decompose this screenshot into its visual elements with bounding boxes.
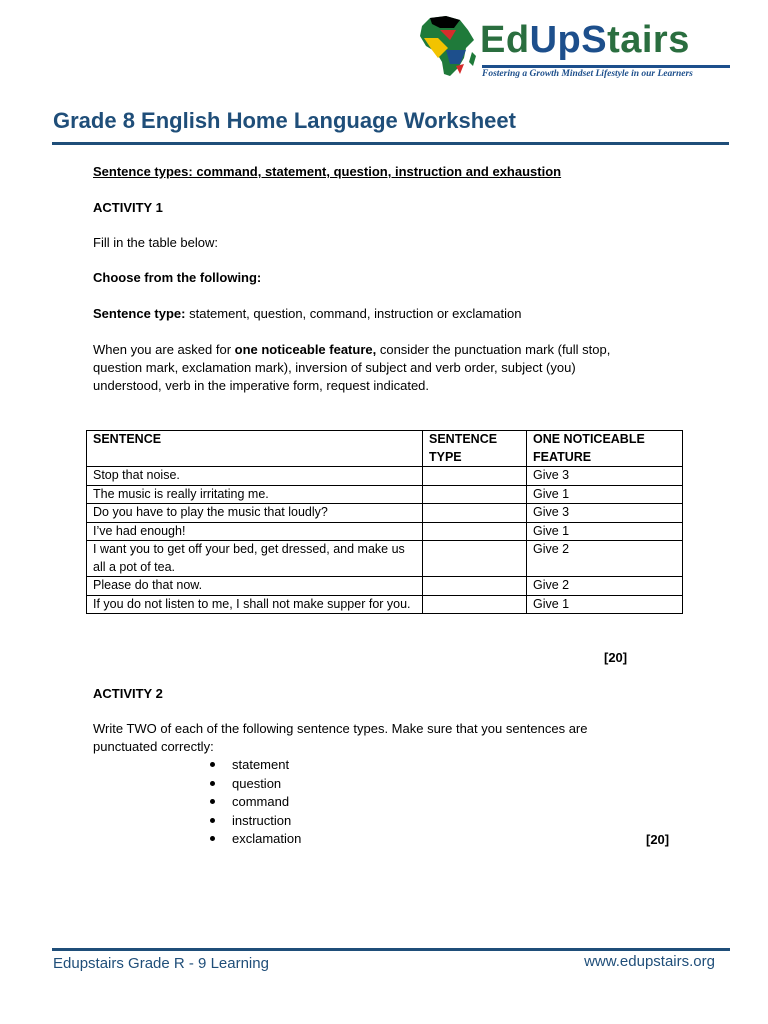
header-feature: ONE NOTICEABLE FEATURE xyxy=(527,431,683,467)
feature-line-1 xyxy=(93,341,610,359)
sentence-cell: Do you have to play the music that loudly? xyxy=(87,504,423,523)
sentence-cell: I want you to get off your bed, get dressed, and make us all a pot of tea. xyxy=(87,541,423,577)
list-item-label: instruction xyxy=(232,812,292,828)
type-cell[interactable] xyxy=(423,467,527,486)
sentence-cell: If you do not listen to me, I shall not make supper for you. xyxy=(87,595,423,614)
activity1-heading: ACTIVITY 1 xyxy=(93,200,163,215)
sentence-type-line xyxy=(93,305,521,323)
brand-up: Up xyxy=(529,19,582,61)
list-item xyxy=(210,793,301,812)
sentence-type-options: statement, question, command, instruction or exclamation xyxy=(185,306,522,321)
feature-line1-text: consider the punctuation mark (full stop, xyxy=(376,342,611,357)
feature-cell: Give 1 xyxy=(527,595,683,614)
feature-cell: Give 3 xyxy=(527,467,683,486)
edupstairs-logo xyxy=(416,14,731,86)
sentence-type-list xyxy=(210,756,301,849)
bullet-icon xyxy=(210,818,215,823)
activity1-marks: [20] xyxy=(604,650,628,665)
type-cell[interactable] xyxy=(423,522,527,541)
feature-cell: Give 3 xyxy=(527,504,683,523)
activity2-heading: ACTIVITY 2 xyxy=(93,686,163,701)
brand-ed: Ed xyxy=(480,19,530,61)
table-row xyxy=(87,467,683,486)
list-item-label: command xyxy=(232,794,290,810)
table-row xyxy=(87,541,683,577)
type-cell[interactable] xyxy=(423,577,527,596)
type-cell[interactable] xyxy=(423,504,527,523)
activity1-table xyxy=(86,430,683,614)
page-title: Grade 8 English Home Language Worksheet xyxy=(53,108,516,133)
bullet-icon xyxy=(210,762,215,767)
sentence-type-label: Sentence type: xyxy=(93,306,186,321)
feature-bold: one noticeable feature, xyxy=(234,342,377,357)
type-cell[interactable] xyxy=(423,541,527,577)
table-header-row xyxy=(87,431,683,467)
type-cell[interactable] xyxy=(423,485,527,504)
sentence-cell: Please do that now. xyxy=(87,577,423,596)
feature-line-3: understood, verb in the imperative form, request indicated. xyxy=(93,378,430,393)
topic-heading: Sentence types: command, statement, question, instruction and exhaustion xyxy=(93,164,562,179)
list-item-label: question xyxy=(232,775,282,791)
feature-cell: Give 2 xyxy=(527,541,683,577)
list-item xyxy=(210,756,301,775)
africa-map-logo-icon xyxy=(416,14,480,82)
bullet-icon xyxy=(210,781,215,786)
feature-cell: Give 1 xyxy=(527,485,683,504)
feature-cell: Give 2 xyxy=(527,577,683,596)
list-item xyxy=(210,775,301,794)
feature-line-2: question mark, exclamation mark), inversion of subject and verb order, subject (you) xyxy=(93,360,576,375)
header-sentence: SENTENCE xyxy=(87,431,423,467)
table-row xyxy=(87,504,683,523)
choose-heading: Choose from the following: xyxy=(93,270,262,285)
list-item xyxy=(210,812,301,831)
type-cell[interactable] xyxy=(423,595,527,614)
bullet-icon xyxy=(210,836,215,841)
sentence-cell: Stop that noise. xyxy=(87,467,423,486)
activity2-intro-line2: punctuated correctly: xyxy=(93,739,214,754)
bullet-icon xyxy=(210,799,215,804)
footer-website-link[interactable]: www.edupstairs.org xyxy=(584,953,715,970)
brand-tairs: tairs xyxy=(607,19,690,61)
table-row xyxy=(87,595,683,614)
footer-label: Edupstairs Grade R - 9 Learning xyxy=(53,955,269,972)
brand-underline xyxy=(482,65,730,68)
table-row xyxy=(87,522,683,541)
brand-name xyxy=(480,18,690,62)
table-row xyxy=(87,577,683,596)
brand-tagline: Fostering a Growth Mindset Lifestyle in our Learners xyxy=(482,69,693,79)
activity2-marks: [20] xyxy=(646,832,670,847)
table-row xyxy=(87,485,683,504)
list-item xyxy=(210,830,301,849)
header-sentence-type: SENTENCE TYPE xyxy=(423,431,527,467)
title-divider xyxy=(52,142,729,145)
fill-instruction: Fill in the table below: xyxy=(93,235,219,250)
sentence-cell: I’ve had enough! xyxy=(87,522,423,541)
list-item-label: statement xyxy=(232,757,290,772)
feature-cell: Give 1 xyxy=(527,522,683,541)
sentence-cell: The music is really irritating me. xyxy=(87,485,423,504)
footer-divider xyxy=(52,948,730,951)
feature-prefix: When you are asked for xyxy=(93,342,235,357)
activity2-intro-line1: Write TWO of each of the following sentence types. Make sure that you sentences are xyxy=(93,721,588,736)
brand-s: S xyxy=(581,19,608,61)
list-item-label: exclamation xyxy=(232,831,302,847)
